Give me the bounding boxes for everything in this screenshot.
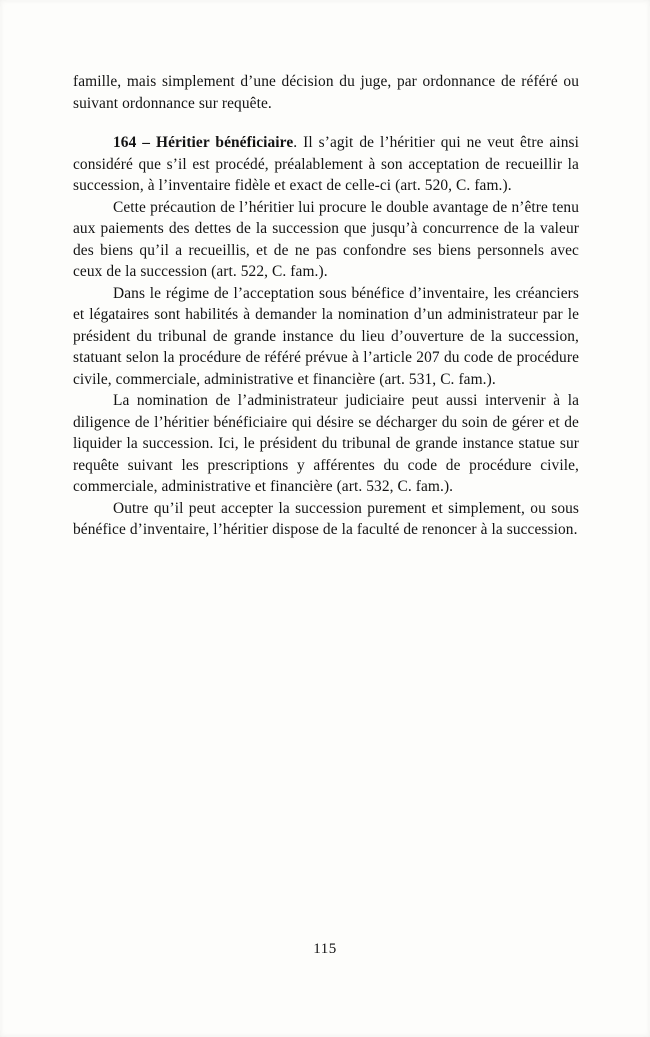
paragraph-renonciation: Outre qu’il peut accepter la succession purement et simplement, ou sous bénéfice d’inventaire, l’héritier dispose de la faculté de renoncer à la succession.	[73, 499, 579, 538]
paragraph-continuation: famille, mais simplement d’une décision du juge, par ordonnance de référé ou suivant ordonnance sur requête.	[73, 73, 579, 112]
paragraph-regime-acceptation: Dans le régime de l’acceptation sous bénéfice d’inventaire, les créanciers et légataires sont habilités à demander la nomination d’un administrateur par le président du tribunal de grande instance du lieu d’ouverture de la succession, statuant selon la procédure de référé prévue à l’article 207 du code de procédure civile, commerciale, administrative et financière (art. 531, C. fam.).	[73, 284, 579, 388]
paragraph-section-164	[73, 132, 579, 197]
paragraph-nomination-administrateur: La nomination de l’administrateur judiciaire peut aussi intervenir à la diligence de l’héritier bénéficiaire qui désire se décharger du soin de gérer et de liquider la succession. Ici, le président du tribunal de grande instance statue sur requête suivant les prescriptions y afférentes du code de procédure civile, commerciale, administrative et financière (art. 532, C. fam.).	[73, 392, 579, 495]
paragraph-text: . Il s’agit de l’héritier qui ne veut être ainsi considéré que s’il est procédé, préalablement à son acceptation de recueillir la succession, à l’inventaire fidèle et exact de celle-ci (art. 520, C. fam.).	[73, 134, 579, 194]
section-heading-164: 164 – Héritier bénéficiaire	[113, 134, 294, 151]
page-number: 115	[313, 941, 337, 957]
text-block	[73, 71, 579, 541]
paragraph-precaution: Cette précaution de l’héritier lui procure le double avantage de n’être tenu aux paiements des dettes de la succession que jusqu’à concurrence de la valeur des biens qu’il a recueillis, et de ne pas confondre ses biens personnels avec ceux de la succession (art. 522, C. fam.).	[73, 198, 579, 280]
